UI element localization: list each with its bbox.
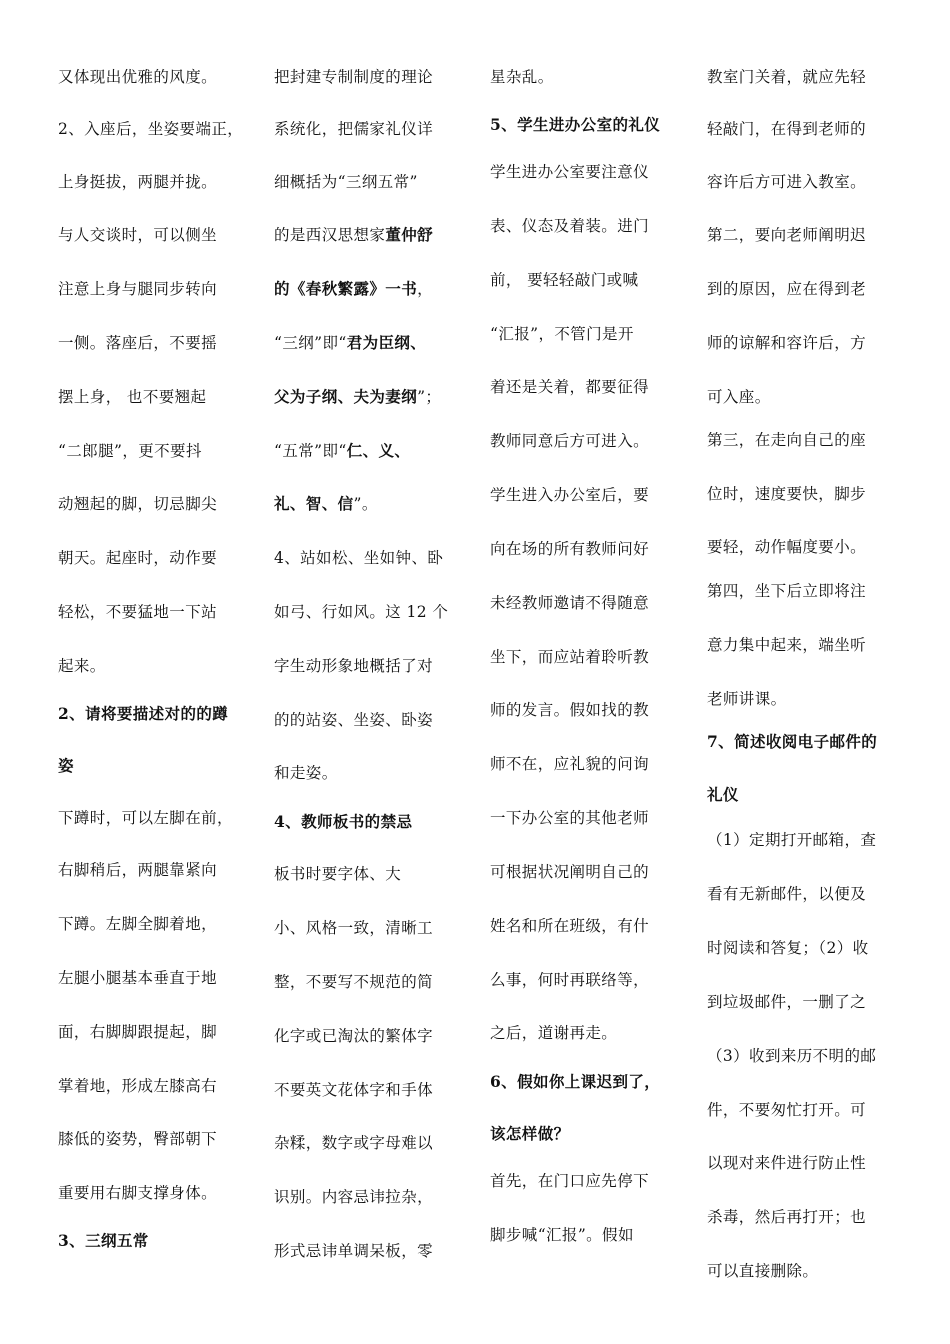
text-line: 第二，要向老师阐明迟 — [707, 226, 867, 244]
section-heading: 姿 — [58, 756, 74, 775]
bold-text-span: 父为子纲、夫为妻纲 — [274, 387, 418, 406]
section-heading: 5、学生进办公室的礼仪 — [490, 115, 661, 134]
text-line: 容许后方可进入教室。 — [707, 173, 867, 191]
text-line: 轻敲门，在得到老师的 — [707, 120, 867, 138]
section-heading: 2、请将要描述对的的蹲 — [58, 704, 229, 723]
text-line — [274, 492, 378, 514]
text-line: 膝低的姿势，臀部朝下 — [58, 1130, 218, 1148]
text-line: 字生动形象地概括了对 — [274, 657, 434, 675]
text-line: （1）定期打开邮箱，查 — [707, 831, 877, 849]
text-line: 一下办公室的其他老师 — [490, 809, 650, 827]
text-line: 一侧。落座后，不要摇 — [58, 334, 218, 352]
text-line: 下蹲。左脚全脚着地， — [58, 915, 218, 933]
bold-text-span: 仁、义、 — [346, 441, 411, 460]
text-line: 第四，坐下后立即将注 — [707, 582, 867, 600]
text-line: 和走姿。 — [274, 764, 338, 782]
text-line: 起来。 — [58, 657, 106, 675]
text-line: 脚步喊“汇报”。假如 — [490, 1226, 634, 1244]
text-line: 可根据状况阐明自己的 — [490, 863, 650, 881]
text-line: 学生进入办公室后，要 — [490, 486, 650, 504]
text-line: 意力集中起来，端坐听 — [707, 636, 867, 654]
text-line: 整，不要写不规范的简 — [274, 973, 434, 991]
text-span: ”； — [417, 388, 442, 406]
text-line: 之后，道谢再走。 — [490, 1024, 618, 1042]
text-line: 杀毒，然后再打开；也 — [707, 1208, 867, 1226]
text-line: 化字或已淘汰的繁体字 — [274, 1027, 434, 1045]
text-line: 位时，速度要快，脚步 — [707, 485, 867, 503]
text-line: 老师讲课。 — [707, 690, 787, 708]
text-line: （3）收到来历不明的邮 — [707, 1047, 877, 1065]
text-line: 坐下，而应站着聆听教 — [490, 648, 650, 666]
text-line: 师不在，应礼貌的问询 — [490, 755, 650, 773]
text-line: 到的原因，应在得到老 — [707, 280, 867, 298]
text-line: 形式忌讳单调呆板，零 — [274, 1242, 434, 1260]
section-heading: 4、教师板书的禁忌 — [274, 812, 413, 831]
text-line: 右脚稍后，两腿靠紧向 — [58, 861, 218, 879]
text-line: 星杂乱。 — [490, 68, 554, 86]
text-line: 前， 要轻轻敲门或喊 — [490, 271, 639, 289]
text-line: 时阅读和答复；（2）收 — [707, 939, 869, 957]
section-heading: 7、简述收阅电子邮件的 — [707, 732, 878, 751]
text-line — [274, 331, 426, 353]
text-line: 掌着地，形成左膝高右 — [58, 1077, 218, 1095]
text-line: 又体现出优雅的风度。 — [58, 68, 218, 86]
text-line: 与人交谈时，可以侧坐 — [58, 226, 218, 244]
text-line: 看有无新邮件，以便及 — [707, 885, 867, 903]
text-line: 重要用右脚支撑身体。 — [58, 1184, 218, 1202]
text-line — [274, 277, 433, 299]
text-line: 注意上身与腿同步转向 — [58, 280, 218, 298]
text-line: “二郎腿”，更不要抖 — [58, 442, 202, 460]
text-span: “三纲”即“ — [274, 334, 347, 352]
text-line: 上身挺拔，两腿并拢。 — [58, 173, 218, 191]
text-line: 教师同意后方可进入。 — [490, 432, 650, 450]
text-line: 识别。内容忌讳拉杂， — [274, 1188, 434, 1206]
text-line: 朝天。起座时，动作要 — [58, 549, 218, 567]
text-line: 着还是关着，都要征得 — [490, 378, 650, 396]
text-line: 不要英文花体字和手体 — [274, 1081, 434, 1099]
text-line: 师的谅解和容许后，方 — [707, 334, 867, 352]
text-line — [274, 223, 433, 245]
text-line: 左腿小腿基本垂直于地 — [58, 969, 218, 987]
text-span: ”。 — [353, 495, 378, 513]
text-line: 4、站如松、坐如钟、卧 — [274, 549, 444, 567]
text-line: 么事，何时再联络等， — [490, 971, 650, 989]
text-span: “五常”即“ — [274, 442, 347, 460]
text-line: 件，不要匆忙打开。可 — [707, 1101, 867, 1119]
text-line: 姓名和所在班级，有什 — [490, 917, 650, 935]
text-line: 以现对来件进行防止性 — [707, 1154, 867, 1172]
text-line: 轻松，不要猛地一下站 — [58, 603, 218, 621]
text-line: 的的站姿、坐姿、卧姿 — [274, 711, 434, 729]
section-heading: 该怎样做？ — [490, 1124, 570, 1143]
text-line: 向在场的所有教师问好 — [490, 540, 650, 558]
text-line: 师的发言。假如找的教 — [490, 701, 650, 719]
text-line: 板书时要字体、大 — [274, 865, 402, 883]
text-line: 动翘起的脚，切忌脚尖 — [58, 495, 218, 513]
text-line — [274, 439, 410, 461]
text-line: 可以直接删除。 — [707, 1262, 819, 1280]
text-line: 教室门关着，就应先轻 — [707, 68, 867, 86]
text-line: 把封建专制制度的理论 — [274, 68, 434, 86]
text-line: “汇报”，不管门是开 — [490, 325, 634, 343]
text-line: 要轻，动作幅度要小。 — [707, 538, 867, 556]
text-line: 小、风格一致，清晰工 — [274, 919, 434, 937]
text-line: 如弓、行如风。这 12 个 — [274, 603, 449, 621]
text-span: ， — [417, 280, 434, 298]
text-line: 杂糅，数字或字母难以 — [274, 1134, 434, 1152]
text-line: 未经教师邀请不得随意 — [490, 594, 650, 612]
text-line: 第三，在走向自己的座 — [707, 431, 867, 449]
text-line: 学生进办公室要注意仪 — [490, 163, 650, 181]
text-line: 可入座。 — [707, 388, 771, 406]
section-heading: 6、假如你上课迟到了， — [490, 1072, 661, 1091]
text-span: 的是西汉思想家 — [274, 226, 386, 244]
text-line: 首先，在门口应先停下 — [490, 1172, 650, 1190]
text-line: 2、入座后，坐姿要端正， — [58, 120, 244, 138]
bold-text-span: 君为臣纲、 — [346, 333, 427, 352]
section-heading: 3、三纲五常 — [58, 1231, 149, 1250]
text-line: 细概括为“三纲五常” — [274, 173, 418, 191]
text-line: 下蹲时，可以左脚在前， — [58, 809, 233, 827]
bold-text-span: 礼、智、信 — [274, 494, 354, 513]
bold-text-span: 的《春秋繁露》一书 — [274, 279, 418, 298]
text-line: 系统化，把儒家礼仪详 — [274, 120, 434, 138]
text-line — [274, 385, 441, 407]
text-line: 表、仪态及着装。进门 — [490, 217, 650, 235]
section-heading: 礼仪 — [707, 785, 739, 804]
text-line: 到垃圾邮件，一删了之 — [707, 993, 867, 1011]
text-line: 摆上身， 也不要翘起 — [58, 388, 207, 406]
text-line: 面，右脚脚跟提起，脚 — [58, 1023, 218, 1041]
bold-text-span: 董仲舒 — [385, 225, 434, 244]
